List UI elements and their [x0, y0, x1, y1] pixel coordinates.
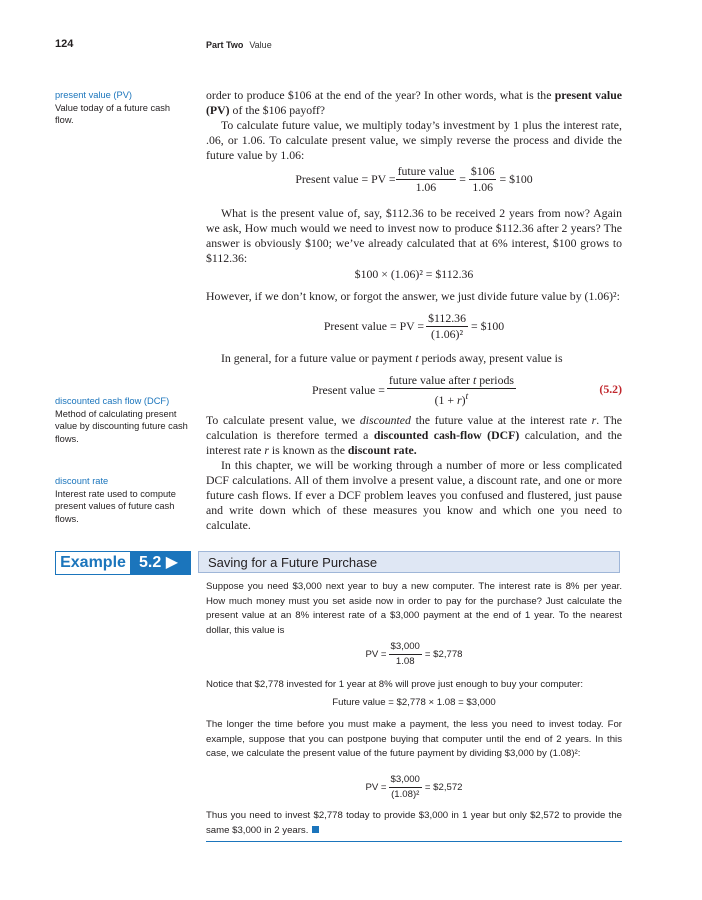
eq-lhs: PV = [365, 782, 387, 793]
variable: t [415, 351, 419, 365]
text: calculation, and the interest rate [206, 428, 623, 457]
example-number: 5.2 [139, 554, 162, 571]
example-paragraph-1: Suppose you need $3,000 next year to buy a new computer. The interest rate is 8% per year. How much money must you set aside now in order to pay for the purchase? Just calculate the present value at an 8% interest rate of a $3,000 payment at the end of 1 year. To the nearest dollar, this value is [206, 581, 622, 636]
text: of the $106 payoff? [229, 103, 326, 117]
body-block-4 [206, 413, 622, 533]
eq-numerator: $3,000 [389, 640, 422, 655]
example-badge [55, 551, 190, 575]
eq-denominator: 1.06 [415, 180, 437, 194]
paragraph: To calculate future value, we multiply today’s investment by 1 plus the interest rate, .06, or 1.06. To calculate present value, we simply reverse the process and divide the future value by 1.06: [206, 118, 622, 162]
eq-lhs: Present value = PV = [323, 319, 425, 333]
example-number-tab [131, 551, 191, 575]
page-number: 124 [55, 38, 74, 50]
eq-rhs: = $100 [470, 319, 505, 333]
play-arrow-icon: ▶ [165, 554, 179, 571]
glossary-definition: Value today of a future cash flow. [55, 102, 171, 126]
key-term: present value (PV) [206, 88, 622, 117]
glossary-term: discounted cash flow (DCF) [55, 396, 170, 406]
paragraph: In this chapter, we will be working through a number of more or less complicated DCF calculations. All of them involve a present value, a discount rate, and one or more future cash flows. If ever a DCF problem leaves you confused and flustered, just pause and write down which of these measures you know and which one you need to calculate. [206, 458, 622, 532]
eq-lhs: Present value = [312, 382, 385, 397]
eq-denominator: (1.08)² [391, 789, 420, 800]
eq-numerator: $106 [470, 164, 495, 178]
equation-pv-112 [206, 311, 622, 342]
text: order to produce $106 at the end of the year? In other words, what is the [206, 88, 555, 102]
eq-numerator: $112.36 [428, 311, 466, 325]
paragraph [206, 413, 622, 458]
eq-rhs: = $2,778 [424, 649, 463, 660]
example-paragraph-2: Notice that $2,778 invested for 1 year at 8% will prove just enough to buy your computer: [206, 679, 584, 690]
example-label: Example [55, 551, 131, 575]
paragraph: What is the present value of, say, $112.36 to be received 2 years from now? Again we ask, How much would we need to invest now to produce $112.36 after 2 years? The answer is obviously $100; we’ve already calculated that at 6% interest, $100 grows to $112.36: [206, 206, 622, 265]
eq-numerator [387, 373, 516, 389]
running-head-part: Part Two [206, 40, 244, 50]
eq-denominator: (1.06)² [430, 327, 464, 341]
text: periods [476, 373, 514, 387]
eq-rhs: = $2,572 [424, 782, 463, 793]
text: Thus you need to invest $2,778 today to provide $3,000 in 1 year but only $2,572 to provide the same $3,000 in 2 years. [206, 810, 622, 836]
eq-rhs: = $100 [499, 172, 533, 186]
exponent: t [465, 391, 469, 402]
eq-denominator: 1.08 [395, 656, 415, 667]
body-block-3 [206, 351, 622, 366]
eq-sign: = [459, 172, 466, 186]
end-of-example-square-icon [312, 826, 319, 833]
eq-numerator: $3,000 [389, 773, 422, 788]
text: . The calculation is therefore termed a [206, 413, 623, 442]
text: periods away, present value is [418, 351, 563, 365]
equation-number: (5.2) [599, 382, 622, 396]
glossary-discount-rate [55, 475, 190, 525]
eq-denominator: 1.06 [472, 180, 494, 194]
example-equation-3 [206, 773, 622, 802]
text: In general, for a future value or payment [221, 351, 416, 365]
eq-denominator [387, 389, 516, 408]
text: To calculate present value, we [206, 413, 360, 427]
paragraph [206, 88, 622, 118]
paragraph [206, 351, 622, 366]
glossary-term: discount rate [55, 476, 109, 486]
example-title: Saving for a Future Purchase [198, 551, 620, 573]
equation-growth: $100 × (1.06)² = $112.36 [354, 267, 474, 281]
text: future value after [388, 373, 474, 387]
equation-pv-106 [206, 164, 622, 195]
eq-lhs: Present value = PV = [295, 172, 396, 186]
equation-5-2 [206, 373, 622, 408]
text: (1 + [434, 392, 457, 407]
text: the future value at the interest rate [410, 413, 592, 427]
text: ) [461, 392, 466, 407]
body-block-1 [206, 88, 622, 163]
eq-numerator: future value [397, 164, 455, 178]
glossary-present-value [55, 89, 190, 127]
running-head-chapter: Value [249, 40, 272, 50]
variable: r [591, 413, 597, 427]
variable: r [264, 443, 269, 457]
glossary-definition: Method of calculating present value by discounting future cash flows. [55, 408, 188, 444]
glossary-term: present value (PV) [55, 90, 132, 100]
variable: t [473, 373, 477, 387]
glossary-dcf [55, 395, 190, 445]
paragraph-forgot: However, if we don’t know, or forgot the answer, we just divide future value by (1.06)²: [206, 289, 620, 303]
example-equation-2: Future value = $2,778 × 1.08 = $3,000 [332, 697, 496, 708]
key-term: discounted cash-flow (DCF) [373, 428, 520, 442]
running-head [206, 40, 272, 50]
example-paragraph-3: The longer the time before you must make a payment, the less you need to invest today. For example, suppose that you can postpone buying that computer until the end of 2 years. In this case, we calculate the present value of the future payment by dividing $3,000 by (1.08)²: [206, 719, 622, 759]
glossary-definition: Interest rate used to compute present values of future cash flows. [55, 488, 176, 524]
example-paragraph-4 [206, 809, 622, 838]
text: is known as the [268, 443, 348, 457]
example-equation-1 [206, 640, 622, 669]
emphasis: discounted [359, 413, 411, 427]
eq-lhs: PV = [365, 649, 387, 660]
key-term: discount rate. [347, 443, 417, 457]
body-block-2 [206, 206, 622, 266]
example-bottom-rule [206, 841, 622, 842]
variable: r [456, 392, 462, 407]
